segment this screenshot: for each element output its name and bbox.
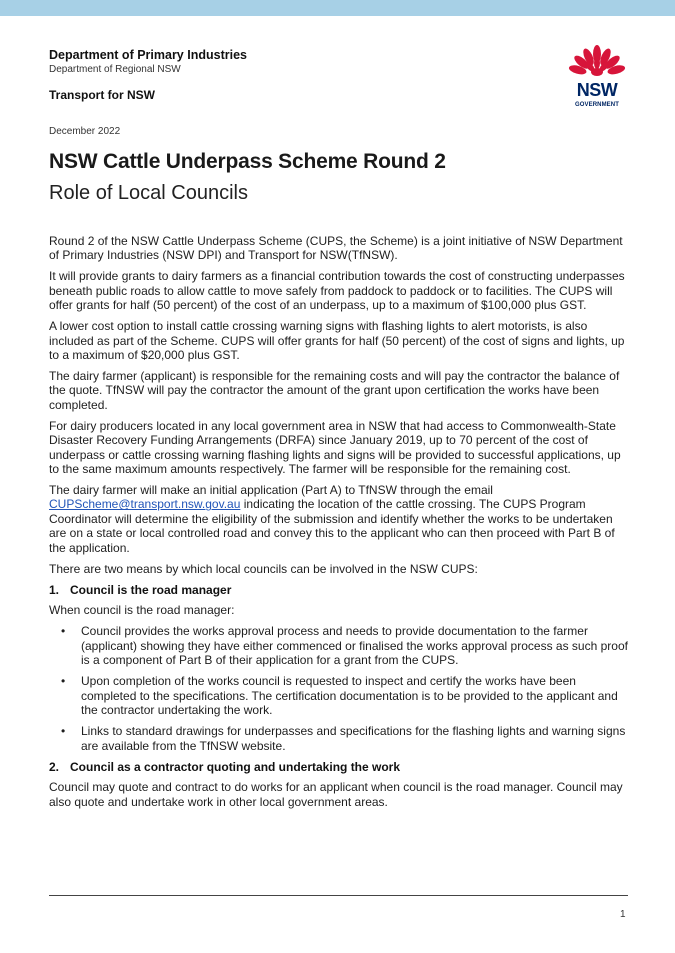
org-transport: Transport for NSW — [49, 88, 156, 102]
section-1-number: 1. — [49, 582, 60, 597]
application-text-after: indicating the location of the cattle crossing. The CUPS Program Coordinator will determine the eligibility of the submission and identify whether the works to be undertaken are on a state or local controlled road and convey this to the applicant who can then proceed with Part B of the application. — [49, 497, 615, 555]
grant-paragraph: It will provide grants to dairy farmers as a financial contribution towards the cost of constructing underpasses beneath public roads to allow cattle to move safely from paddock to paddock or to facilities. The CUPS will offer grants for half (50 percent) of the cost of an underpass, up to a maximum of $100,000 plus GST. — [49, 269, 625, 313]
application-text-before: The dairy farmer will make an initial application (Part A) to TfNSW through the email — [49, 483, 493, 498]
list-item: • Council provides the works approval process and needs to provide documentation to the farmer (applicant) showing they have either commenced or finalised the works approval process as such proof is a component of Part B of their application for a grant from the CUPS. — [49, 624, 633, 667]
footer-divider — [49, 895, 628, 896]
page-subtitle: Role of Local Councils — [49, 182, 248, 204]
list-item: • Upon completion of the works council is requested to inspect and certify the works have been completed to the specifications. The certification documentation is to be provided to the applicant and the contractor undertaking the work. — [49, 674, 633, 717]
org-primary: Department of Primary Industries — [49, 48, 247, 62]
section-2-title: Council as a contractor quoting and undertaking the work — [70, 759, 401, 774]
intro-paragraph: Round 2 of the NSW Cattle Underpass Scheme (CUPS, the Scheme) is a joint initiative of NSW Department of Primary Industries (NSW DPI) and Transport for NSW(TfNSW). — [49, 234, 623, 263]
cups-email-link[interactable]: CUPScheme@transport.nsw.gov.au — [49, 497, 241, 512]
means-intro: There are two means by which local councils can be involved in the NSW CUPS: — [49, 561, 478, 576]
section-2-body: Council may quote and contract to do works for an applicant when council is the road manager. Council may also quote and undertake work in other local government areas. — [49, 780, 623, 809]
org-secondary: Department of Regional NSW — [49, 64, 181, 75]
list-item: • Links to standard drawings for underpasses and specifications for the flashing lights and warning signs are available from the TfNSW website. — [49, 724, 633, 753]
logo-government-text: GOVERNMENT — [574, 102, 619, 108]
document-date: December 2022 — [49, 126, 121, 137]
logo-nsw-text: NSW — [576, 80, 618, 100]
costs-paragraph: The dairy farmer (applicant) is responsible for the remaining costs and will pay the contractor the balance of the quote. TfNSW will pay the contractor the amount of the grant upon certification the works have been completed. — [49, 369, 620, 412]
section-1-intro: When council is the road manager: — [49, 603, 235, 618]
waratah-icon — [566, 45, 628, 81]
top-accent-bar — [0, 0, 675, 16]
section-1-heading — [49, 583, 633, 597]
section-1-title: Council is the road manager — [70, 582, 232, 597]
drfa-paragraph: For dairy producers located in any local government area in NSW that had access to Commonwealth-State Disaster Recovery Funding Arrangements (DRFA) since January 2019, up to 70 percent of the cost of underpass or cattle crossing warning flashing lights and signs will be provided to successful applications, up to the same maximum amounts respectively. The farmer will be responsible for the remaining cost. — [49, 418, 621, 477]
nsw-government-logo — [566, 45, 628, 115]
application-paragraph — [49, 483, 633, 555]
section-2-heading — [49, 760, 633, 774]
signs-paragraph: A lower cost option to install cattle crossing warning signs with flashing lights to alert motorists, is also included as part of the Scheme. CUPS will offer grants for half (50 percent) of the cost of signs and lights, up to a maximum of $20,000 plus GST. — [49, 319, 625, 363]
section-2-number: 2. — [49, 759, 60, 774]
document-body — [49, 234, 633, 816]
page-number: 1 — [620, 909, 626, 920]
page-title: NSW Cattle Underpass Scheme Round 2 — [49, 150, 446, 173]
section-1-bullet-list — [49, 624, 633, 752]
